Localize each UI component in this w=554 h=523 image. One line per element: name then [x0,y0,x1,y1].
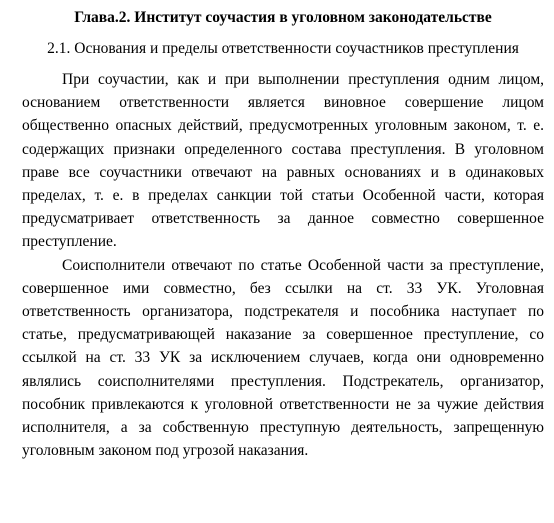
chapter-title: Глава.2. Институт соучастия в уголовном законодательстве [74,9,492,26]
paragraph-2: Соисполнители отвечают по статье Особенной части за преступление, совершенное ими совместно, без ссылки на ст. 33 УК. Уголовная ответственность организатора, подстрекателя и пособника наступает по статье, предусматривающей наказание за совершенное преступление, со ссылкой на ст. 33 УК за исключением случаев, когда они одновременно являлись соисполнителями преступления. Подстрекатель, организатор, пособник привлекаются к уголовной ответственности не за чужие действия исполнителя, а за собственную преступную деятельность, запрещенную уголовным законом под угрозой наказания. [22,256,544,460]
section-title: 2.1. Основания и пределы ответственности соучастников преступления [47,40,519,57]
paragraph-1: При соучастии, как и при выполнении преступления одним лицом, основанием ответственности является виновное совершение лицом общественно опасных действий, предусмотренных уголовным законом, т. е. содержащих признаки определенного состава преступления. В уголовном праве все соучастники отвечают на равных основаниях и в одинаковых пределах, т. е. в пределах санкции той статьи Особенной части, которая предусматривает ответственность за данное совместно совершенное преступление. [22,71,544,251]
